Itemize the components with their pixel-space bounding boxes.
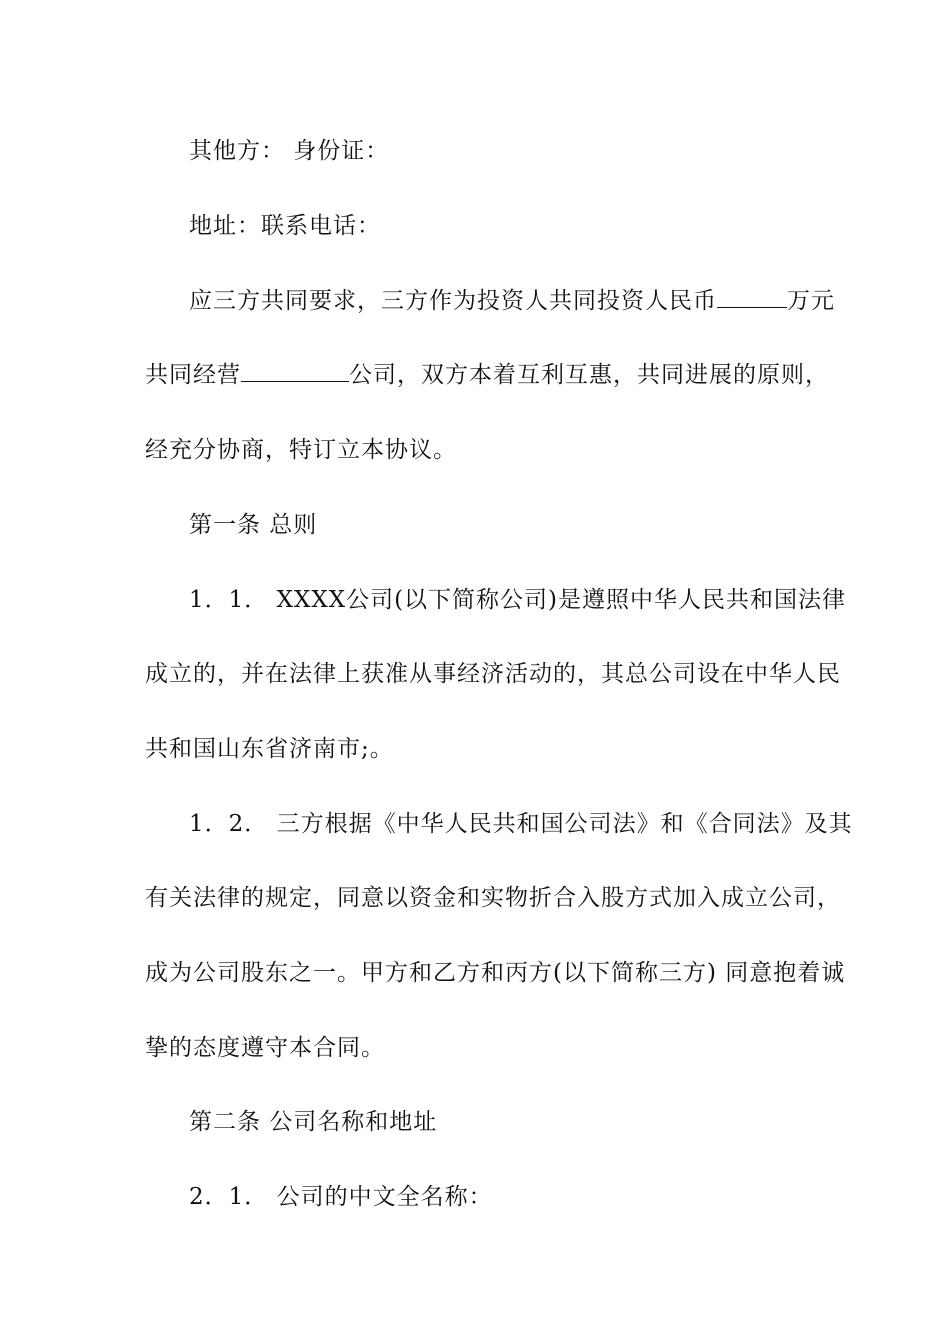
- clause-1-2-line-3: [145, 953, 846, 993]
- clause-1-2-text-1: 1．2． 三方根据《中华人民共和国公司法》和《合同法》及其: [189, 811, 853, 837]
- article-2-heading-text: 第二条 公司名称和地址: [189, 1109, 438, 1135]
- other-party-id-line: [189, 131, 859, 171]
- clause-1-1-text-3: 共和国山东省济南市;。: [145, 736, 394, 762]
- article-2-heading: [189, 1102, 859, 1142]
- other-party-id-text: 其他方： 身份证：: [189, 138, 390, 164]
- investment-text-2a: 共同经营: [145, 362, 241, 388]
- investment-text-1b: 万元: [787, 288, 835, 314]
- investment-text-3: 经充分协商，特订立本协议。: [145, 437, 457, 463]
- clause-1-2-text-3: 成为公司股东之一。甲方和乙方和丙方(以下简称三方) 同意抱着诚: [145, 960, 846, 986]
- clause-1-1-line-2: [145, 654, 841, 694]
- address-phone-line: [189, 206, 859, 246]
- amount-blank: [717, 281, 787, 308]
- clause-2-1-line: [189, 1177, 859, 1217]
- investment-line-1: [189, 281, 859, 321]
- clause-2-1-text: 2．1． 公司的中文全名称：: [189, 1184, 493, 1210]
- article-1-heading-text: 第一条 总则: [189, 512, 318, 538]
- clause-1-1-line-1: [189, 580, 859, 620]
- investment-text-1a: 应三方共同要求，三方作为投资人共同投资人民币: [189, 288, 717, 314]
- clause-1-2-text-4: 挚的态度遵守本合同。: [145, 1035, 385, 1061]
- investment-line-3: [145, 430, 815, 470]
- clause-1-2-text-2: 有关法律的规定，同意以资金和实物折合入股方式加入成立公司，: [145, 885, 841, 911]
- article-1-heading: [189, 505, 859, 545]
- company-name-blank: [241, 355, 349, 382]
- clause-1-1-line-3: [145, 729, 815, 769]
- address-phone-text: 地址：联系电话：: [189, 213, 381, 239]
- clause-1-2-line-4: [145, 1028, 815, 1068]
- clause-1-1-text-1: 1．1． XXXX公司(以下简称公司)是遵照中华人民共和国法律: [189, 587, 847, 613]
- investment-line-2: [145, 355, 829, 395]
- clause-1-2-line-1: [189, 804, 859, 844]
- clause-1-1-text-2: 成立的，并在法律上获准从事经济活动的，其总公司设在中华人民: [145, 661, 841, 687]
- investment-text-2b: 公司，双方本着互利互惠，共同进展的原则，: [349, 362, 829, 388]
- clause-1-2-line-2: [145, 878, 841, 918]
